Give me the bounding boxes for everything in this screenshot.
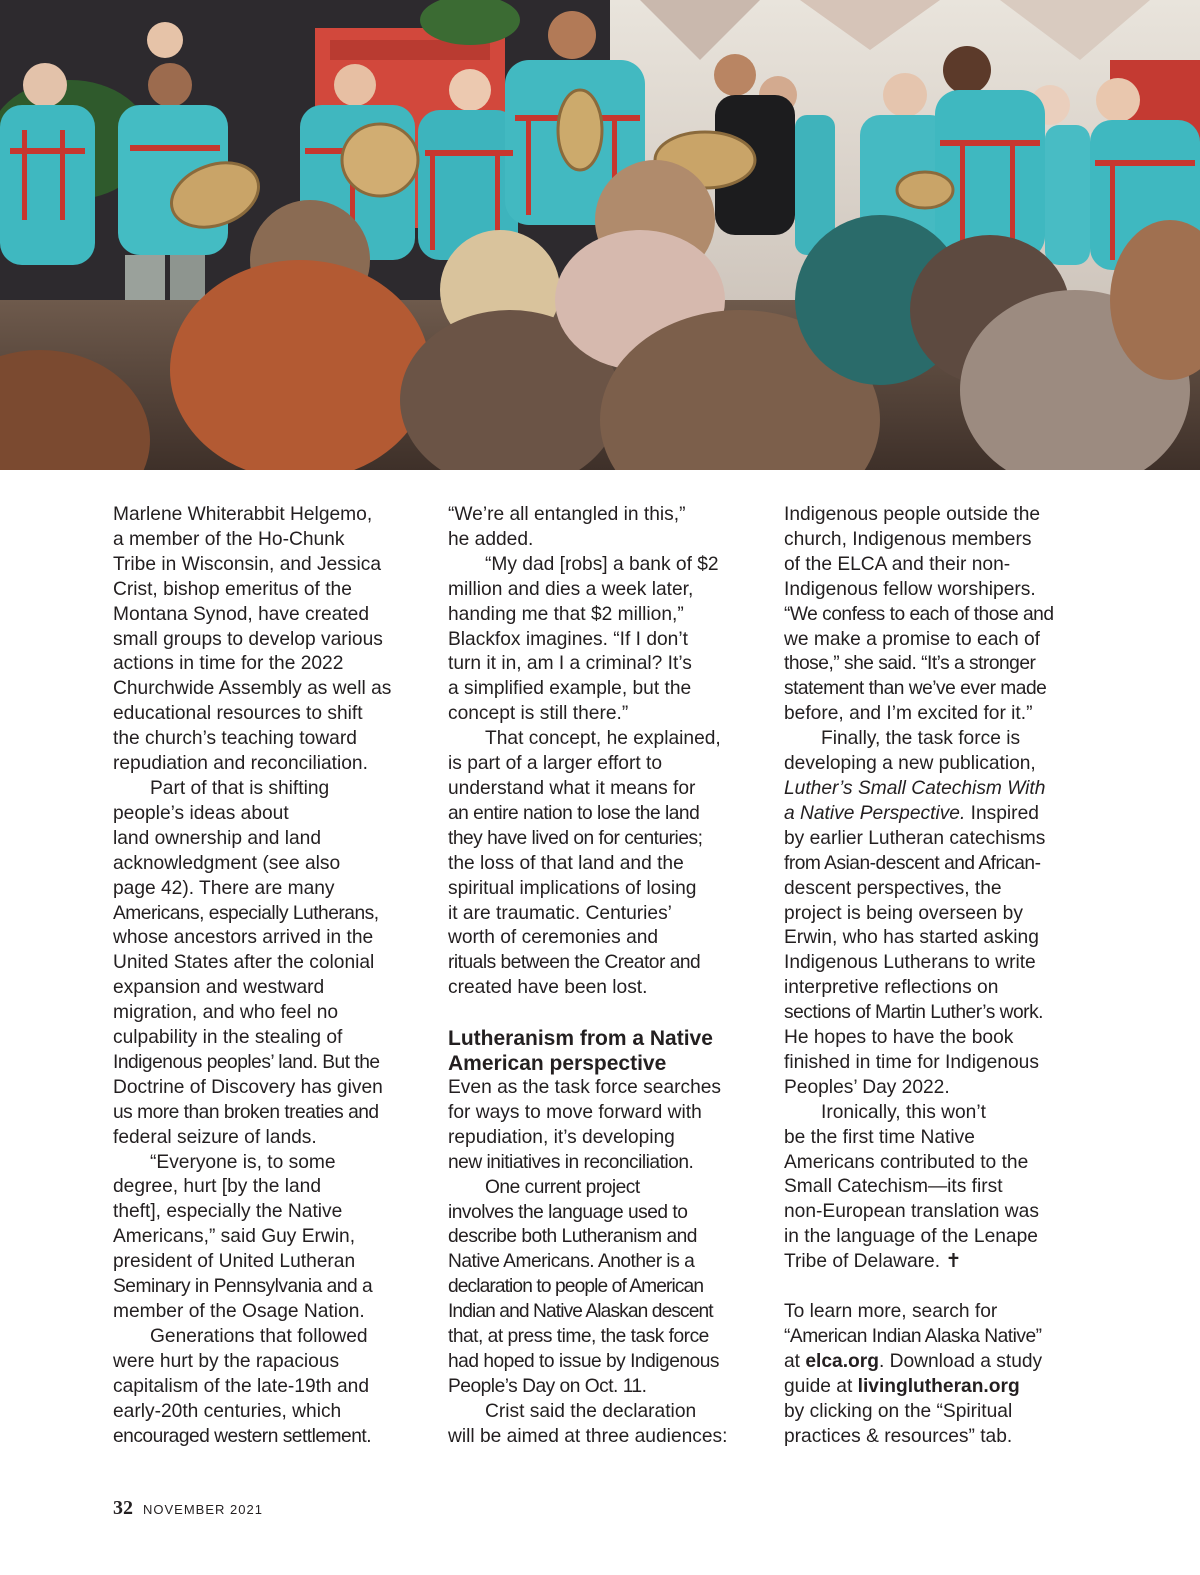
text-line: People’s Day on Oct. 11. <box>448 1375 647 1397</box>
text-line: of the ELCA and their non- <box>784 553 1011 575</box>
text-line: sections of Martin Luther’s work. <box>784 1002 1043 1024</box>
text-line: capitalism of the late-19th and <box>113 1375 369 1397</box>
text-line: Ironically, this won’t <box>821 1101 986 1123</box>
section-heading-line: American perspective <box>448 1052 667 1076</box>
livinglutheran-link[interactable]: livinglutheran.org <box>857 1375 1020 1397</box>
text-line: will be aimed at three audiences: <box>448 1425 728 1447</box>
text-line: page 42). There are many <box>113 877 335 899</box>
text-line: theft], especially the Native <box>113 1201 343 1223</box>
text-line: early-20th centuries, which <box>113 1400 342 1422</box>
page-footer <box>113 1497 263 1520</box>
text-line: Generations that followed <box>150 1325 368 1347</box>
text-line: encouraged western settlement. <box>113 1425 372 1447</box>
col1-paragraph-2 <box>113 777 418 1151</box>
text-line: land ownership and land <box>113 827 322 849</box>
text-line: practices & resources” tab. <box>784 1425 1013 1447</box>
text-line: Americans,” said Guy Erwin, <box>113 1226 356 1248</box>
text-line: those,” she said. “It’s a stronger <box>784 653 1036 675</box>
text-line: Erwin, who has started asking <box>784 927 1039 949</box>
text-line: spiritual implications of losing <box>448 877 697 899</box>
text-line: we make a promise to each of <box>784 628 1040 650</box>
text-line: handing me that $2 million,” <box>448 603 684 625</box>
column-3 <box>784 503 1094 1449</box>
text-line: federal seizure of lands. <box>113 1126 317 1148</box>
text-line: migration, and who feel no <box>113 1002 339 1024</box>
text-line: descent perspectives, the <box>784 877 1002 899</box>
text-line: “We’re all entangled in this,” <box>448 504 686 525</box>
col2-paragraph-1 <box>448 503 753 553</box>
text-line: educational resources to shift <box>113 703 363 725</box>
text-line: degree, hurt [by the land <box>113 1176 322 1198</box>
text-line: were hurt by the rapacious <box>113 1350 340 1372</box>
text-line: church, Indigenous members <box>784 528 1032 550</box>
text-line: Indigenous fellow worshipers. <box>784 578 1036 600</box>
text-line: project is being overseen by <box>784 902 1023 924</box>
text-line: people’s ideas about <box>113 802 289 824</box>
text-line: Indian and Native Alaskan descent <box>448 1301 713 1323</box>
publication-title: Luther’s Small Catechism With <box>784 777 1046 799</box>
col2-paragraph-4 <box>448 1076 753 1176</box>
text-line: Tribe in Wisconsin, and Jessica <box>113 553 382 575</box>
text-line <box>784 1375 1094 1400</box>
col1-paragraph-4 <box>113 1325 418 1450</box>
text-line: culpability in the stealing of <box>113 1027 343 1049</box>
publication-title: a Native Perspective. <box>784 802 966 824</box>
col2-paragraph-2 <box>448 553 753 727</box>
text-line: “American Indian Alaska Native” <box>784 1325 1042 1347</box>
text-line: member of the Osage Nation. <box>113 1301 365 1322</box>
col2-paragraph-5 <box>448 1176 753 1400</box>
text-line: Tribe of Delaware. ✝ <box>784 1251 962 1273</box>
col2-paragraph-3 <box>448 727 753 1001</box>
column-1 <box>113 503 418 1449</box>
text-line: for ways to move forward with <box>448 1101 702 1123</box>
text-line: involves the language used to <box>448 1201 688 1223</box>
col1-paragraph-1 <box>113 503 418 777</box>
col3-paragraph-2 <box>784 727 1094 1101</box>
text-line: acknowledgment (see also <box>113 852 341 874</box>
col3-paragraph-3 <box>784 1101 1094 1275</box>
text-line: president of United Lutheran <box>113 1251 356 1273</box>
text-line: Americans, especially Lutherans, <box>113 902 379 924</box>
text-line: created have been lost. <box>448 977 648 999</box>
text-line: that, at press time, the task force <box>448 1326 709 1348</box>
text-fragment: . Download a study <box>878 1350 1043 1372</box>
text-line: United States after the colonial <box>113 952 375 974</box>
learn-more-note <box>784 1300 1094 1449</box>
text-line: Indigenous Lutherans to write <box>784 952 1036 974</box>
text-line: Small Catechism—its first <box>784 1176 1003 1198</box>
text-line: Marlene Whiterabbit Helgemo, <box>113 504 373 525</box>
text-line: had hoped to issue by Indigenous <box>448 1350 719 1372</box>
text-line: He hopes to have the book <box>784 1027 1014 1049</box>
hero-photo <box>0 0 1200 470</box>
text-line: actions in time for the 2022 <box>113 653 344 675</box>
text-line: understand what it means for <box>448 777 696 799</box>
col2-paragraph-6 <box>448 1400 753 1450</box>
text-line: an entire nation to lose the land <box>448 802 700 824</box>
text-line: Doctrine of Discovery has given <box>113 1076 383 1098</box>
elca-link[interactable]: elca.org <box>805 1350 879 1372</box>
text-line: finished in time for Indigenous <box>784 1051 1039 1073</box>
text-line: One current project <box>485 1176 640 1198</box>
text-line: million and dies a week later, <box>448 578 694 600</box>
text-line <box>784 1350 1094 1375</box>
spacer <box>448 1001 753 1026</box>
text-line: in the language of the Lenape <box>784 1226 1038 1248</box>
text-line: by earlier Lutheran catechisms <box>784 827 1046 849</box>
text-line: Indigenous peoples’ land. But the <box>113 1051 380 1073</box>
text-line: non-European translation was <box>784 1201 1039 1223</box>
text-line <box>784 802 1094 827</box>
text-line: be the first time Native <box>784 1126 975 1148</box>
text-line: Seminary in Pennsylvania and a <box>113 1276 373 1298</box>
text-line: from Asian-descent and African- <box>784 852 1041 874</box>
text-fragment: at <box>784 1350 806 1372</box>
text-line: turn it in, am I a criminal? It’s <box>448 653 692 675</box>
text-line: That concept, he explained, <box>485 728 721 750</box>
text-line: the church’s teaching toward <box>113 728 357 750</box>
text-line: us more than broken treaties and <box>113 1101 379 1123</box>
hero-photo-illustration <box>0 0 1200 470</box>
text-line: repudiation, it’s developing <box>448 1126 675 1148</box>
text-line: new initiatives in reconciliation. <box>448 1151 694 1173</box>
text-line: by clicking on the “Spiritual <box>784 1400 1013 1422</box>
text-fragment: guide at <box>784 1375 858 1397</box>
text-line: whose ancestors arrived in the <box>113 927 374 949</box>
text-line: rituals between the Creator and <box>448 952 701 974</box>
text-line: concept is still there.” <box>448 703 629 725</box>
text-line: Finally, the task force is <box>821 728 1021 750</box>
text-line: Churchwide Assembly as well as <box>113 678 392 700</box>
text-line: Even as the task force searches <box>448 1077 722 1099</box>
text-line: “My dad [robs] a bank of $2 <box>485 553 719 575</box>
text-line: Native Americans. Another is a <box>448 1251 695 1273</box>
text-line: small groups to develop various <box>113 628 383 650</box>
text-line: developing a new publication, <box>784 753 1036 775</box>
text-line: a member of the Ho-Chunk <box>113 528 345 550</box>
text-line: before, and I’m excited for it.” <box>784 703 1033 725</box>
text-line: “Everyone is, to some <box>150 1151 336 1173</box>
text-line: interpretive reflections on <box>784 977 999 999</box>
section-heading-line: Lutheranism from a Native <box>448 1027 713 1051</box>
spacer <box>784 1275 1094 1300</box>
text-line: Crist, bishop emeritus of the <box>113 578 352 600</box>
text-fragment: Inspired <box>965 802 1039 824</box>
text-line: declaration to people of American <box>448 1276 704 1298</box>
text-line: Montana Synod, have created <box>113 603 370 625</box>
text-line: is part of a larger effort to <box>448 753 663 775</box>
text-line: repudiation and reconciliation. <box>113 753 368 775</box>
text-line: worth of ceremonies and <box>448 927 659 949</box>
text-line: they have lived on for centuries; <box>448 827 703 849</box>
text-line: “We confess to each of those and <box>784 603 1054 625</box>
text-line: he added. <box>448 528 534 550</box>
text-line: Peoples’ Day 2022. <box>784 1076 950 1098</box>
col1-paragraph-3 <box>113 1151 418 1325</box>
text-line: Crist said the declaration <box>485 1400 697 1422</box>
issue-date: NOVEMBER 2021 <box>143 1502 263 1517</box>
column-2 <box>448 503 753 1450</box>
text-line: Americans contributed to the <box>784 1151 1029 1173</box>
text-line: it are traumatic. Centuries’ <box>448 902 672 924</box>
text-line: a simplified example, but the <box>448 678 692 700</box>
text-line: expansion and westward <box>113 977 325 999</box>
text-line: statement than we’ve ever made <box>784 678 1047 700</box>
text-line: Blackfox imagines. “If I don’t <box>448 628 688 650</box>
text-line: Indigenous people outside the <box>784 504 1041 525</box>
text-line: Part of that is shifting <box>150 777 330 799</box>
page-number: 32 <box>113 1497 133 1519</box>
section-heading <box>448 1026 753 1076</box>
text-line: the loss of that land and the <box>448 852 684 874</box>
text-line: describe both Lutheranism and <box>448 1226 697 1248</box>
text-line: To learn more, search for <box>784 1300 998 1322</box>
col3-paragraph-1 <box>784 503 1094 727</box>
